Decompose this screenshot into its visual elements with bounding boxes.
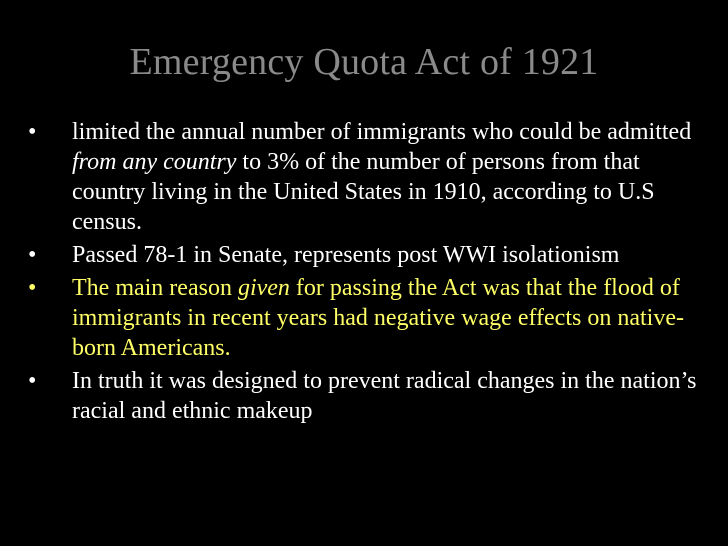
- bullet-item: [28, 240, 698, 270]
- bullet-text-part: The main reason: [72, 275, 238, 301]
- bullet-list: [28, 117, 698, 429]
- bullet-text-part: to 3% of the number of persons from that country living in the United States in 1910, according to U.S census.: [72, 149, 655, 235]
- bullet-item: [28, 117, 698, 237]
- bullet-text-part: for passing the Act was that the flood of immigrants in recent years had negative wage effects on native-born Americans.: [72, 275, 684, 361]
- highlighted-bullet-item: [28, 273, 698, 363]
- bullet-dot-icon: •: [28, 275, 37, 301]
- bullet-item: [28, 366, 698, 426]
- bullet-emphasis-text: from any country: [72, 149, 237, 175]
- bullet-text: Passed 78-1 in Senate, represents post WWI isolationism: [72, 242, 620, 268]
- bullet-text-part: limited the annual number of immigrants who could be admitted: [72, 119, 692, 145]
- bullet-dot-icon: •: [28, 242, 37, 268]
- bullet-dot-icon: •: [28, 119, 37, 145]
- bullet-emphasis-text: given: [237, 275, 290, 301]
- bullet-dot-icon: •: [28, 368, 37, 394]
- bullet-text: In truth it was designed to prevent radical changes in the nation’s racial and ethnic makeup: [72, 368, 697, 424]
- slide-title: Emergency Quota Act of 1921: [129, 41, 599, 83]
